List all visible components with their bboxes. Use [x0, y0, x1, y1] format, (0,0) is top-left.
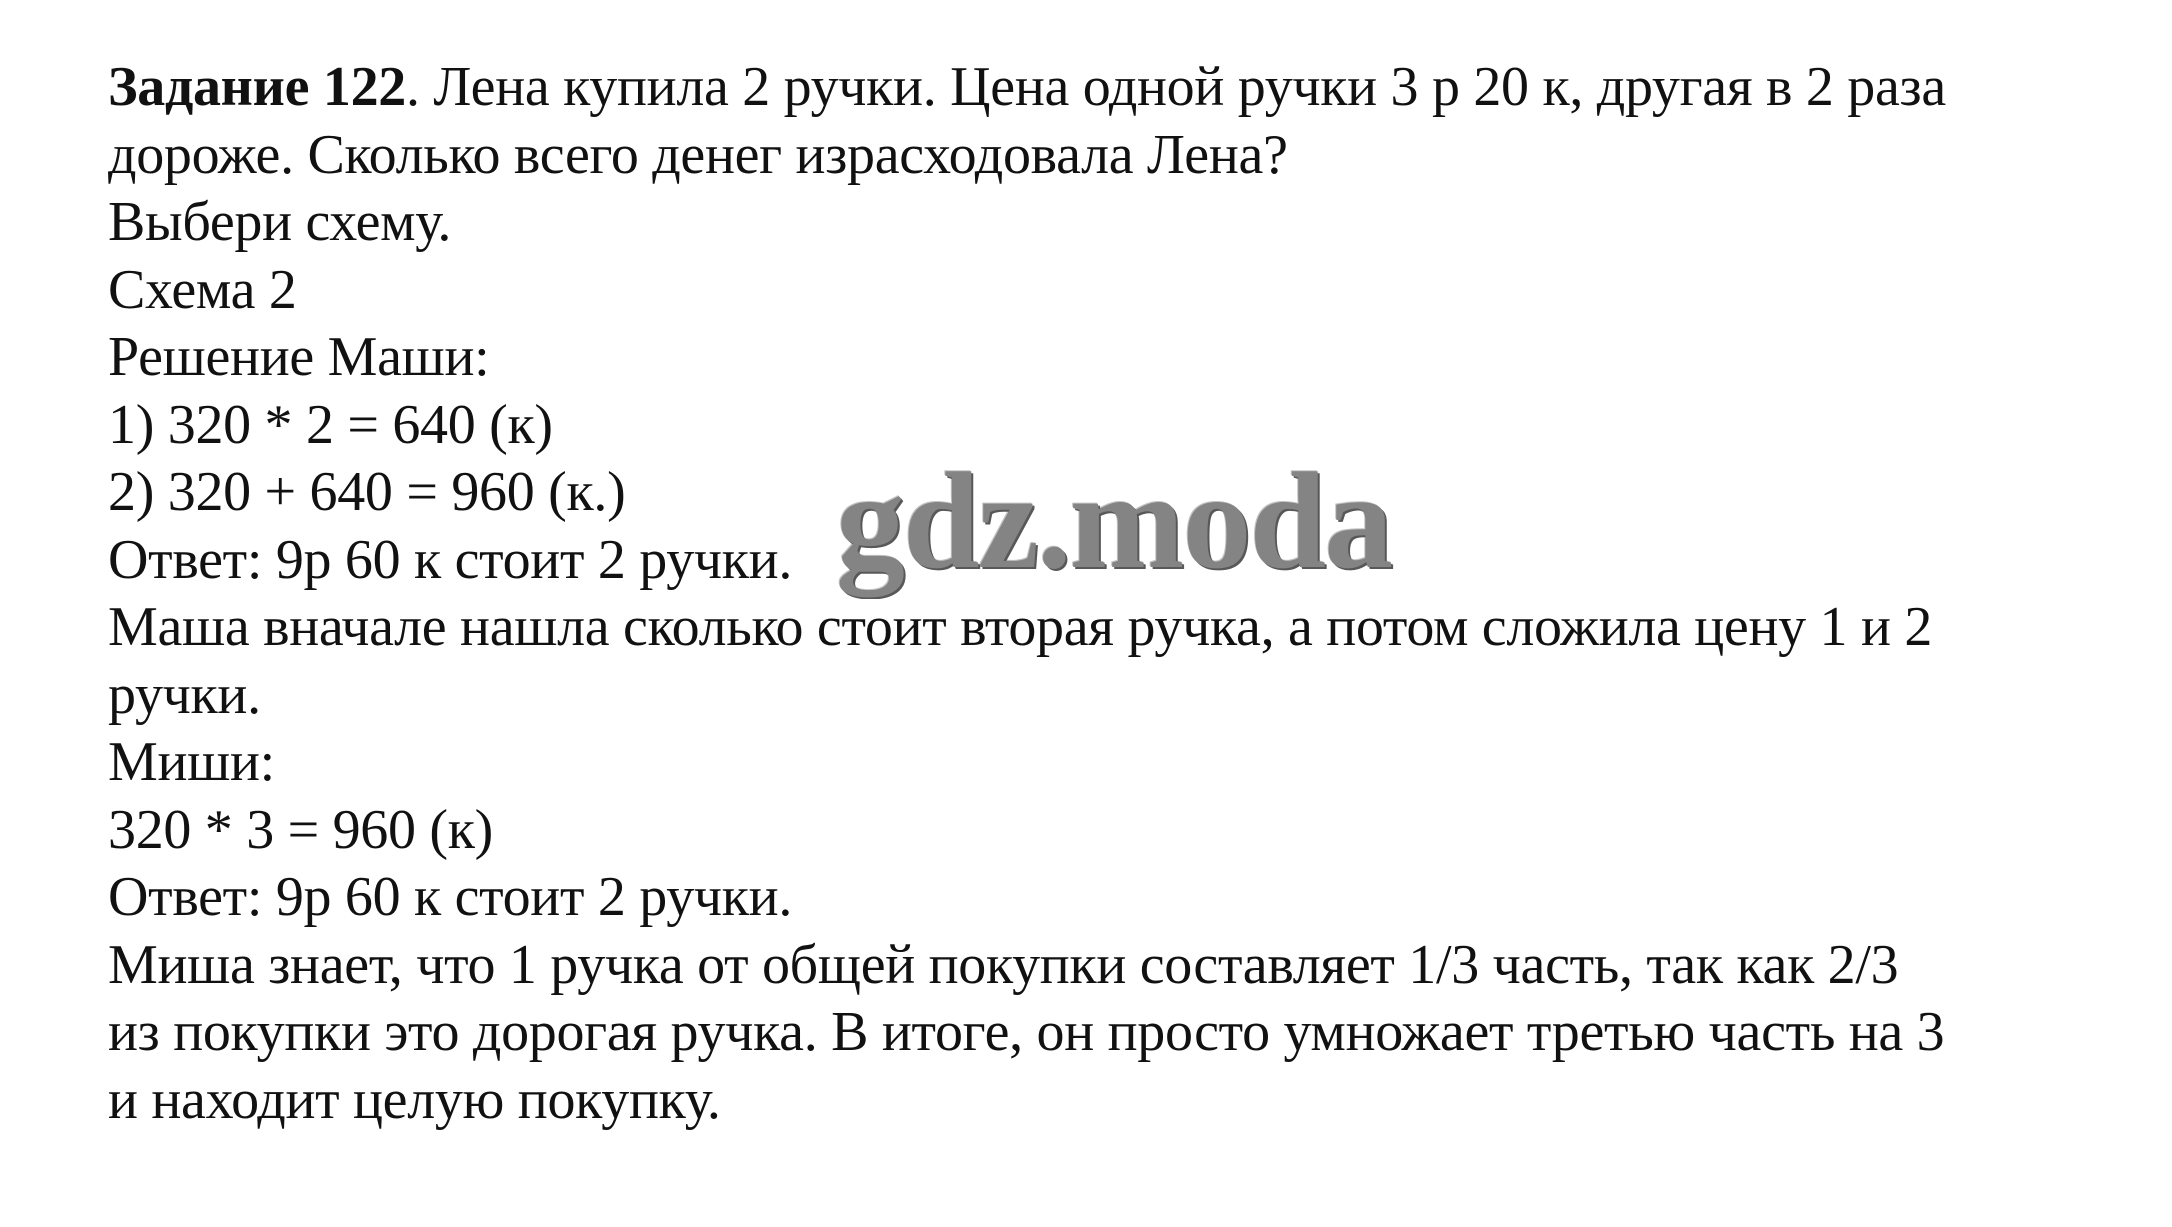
misha-heading: Миши:	[108, 731, 275, 793]
document-page	[108, 54, 2118, 1134]
masha-step-2: 2) 320 + 640 = 960 (к.)	[108, 461, 626, 523]
misha-answer: Ответ: 9р 60 к стоит 2 ручки.	[108, 866, 793, 928]
masha-explanation-line-2: ручки.	[108, 663, 261, 726]
scheme-label: Схема 2	[108, 258, 297, 321]
task-label: Задание 122	[108, 56, 406, 118]
task-text-line-1: . Лена купила 2 ручки. Цена одной ручки 3 р 20 к, другая в 2 раза	[405, 56, 1946, 118]
watermark-logo: gdz.moda	[836, 444, 1392, 597]
misha-explanation-line-2: из покупки это дорогая ручка. В итоге, он просто умножает третью часть на 3	[108, 1001, 1945, 1063]
choose-scheme: Выбери схему.	[108, 191, 452, 253]
masha-answer: Ответ: 9р 60 к стоит 2 ручки.	[108, 528, 793, 591]
task-line-1	[108, 54, 2118, 122]
misha-step-1: 320 * 3 = 960 (к)	[108, 798, 493, 861]
masha-step-1: 1) 320 * 2 = 640 (к)	[108, 393, 553, 456]
masha-explanation-line-1: Маша вначале нашла сколько стоит вторая ручка, а потом сложила цену 1 и 2	[108, 596, 1933, 658]
masha-heading: Решение Маши:	[108, 326, 490, 388]
misha-explanation-line-3: и находит целую покупку.	[108, 1068, 721, 1131]
task-text-line-2: дороже. Сколько всего денег израсходовала Лена?	[108, 123, 1288, 186]
misha-explanation-line-1: Миша знает, что 1 ручка от общей покупки составляет 1/3 часть, так как 2/3	[108, 933, 1899, 996]
